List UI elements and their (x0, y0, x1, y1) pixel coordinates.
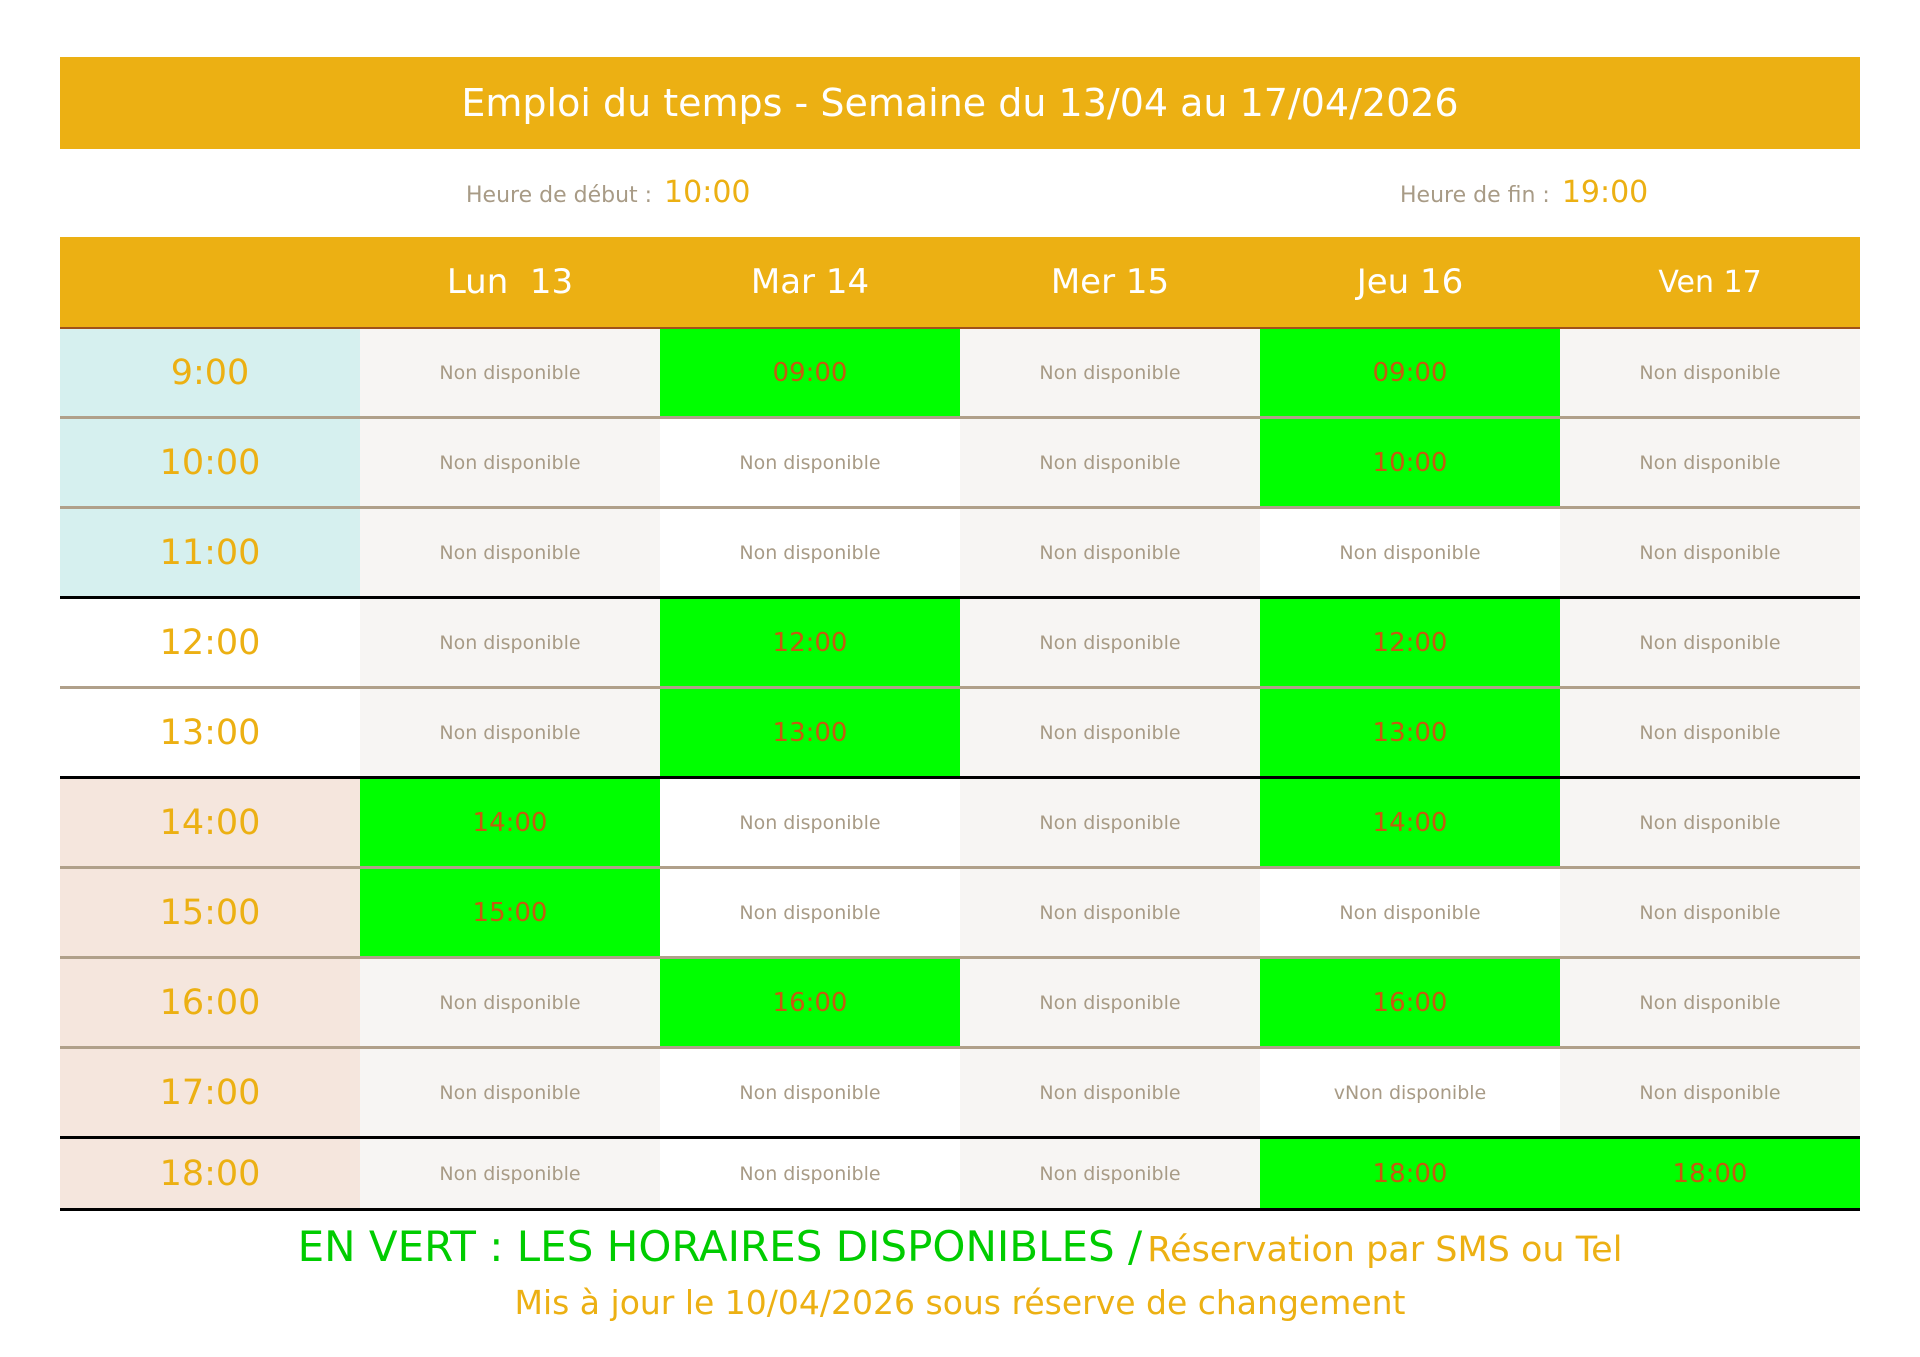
time-slot-label: 16:00 (60, 959, 360, 1046)
time-slot-label: 9:00 (60, 329, 360, 416)
available-slot[interactable]: 18:00 (1260, 1139, 1560, 1208)
available-slot[interactable]: 13:00 (660, 689, 960, 776)
unavailable-slot: Non disponible (1560, 689, 1860, 776)
day-header-fri: Ven 17 (1658, 264, 1762, 300)
available-slot[interactable]: 09:00 (1260, 329, 1560, 416)
unavailable-slot: Non disponible (660, 869, 960, 956)
available-slot[interactable]: 15:00 (360, 869, 660, 956)
unavailable-slot: Non disponible (360, 1049, 660, 1136)
unavailable-slot: Non disponible (660, 1049, 960, 1136)
unavailable-slot: Non disponible (1560, 959, 1860, 1046)
unavailable-slot: Non disponible (660, 779, 960, 866)
unavailable-slot: Non disponible (360, 599, 660, 686)
unavailable-slot: Non disponible (960, 1049, 1260, 1136)
unavailable-slot: Non disponible (1560, 599, 1860, 686)
table-row (60, 959, 1860, 1049)
available-slot[interactable]: 13:00 (1260, 689, 1560, 776)
time-column-header (60, 237, 360, 327)
time-slot-label: 12:00 (60, 599, 360, 686)
table-row (60, 779, 1860, 869)
schedule-grid (60, 329, 1860, 1211)
time-slot-label: 10:00 (60, 419, 360, 506)
unavailable-slot: Non disponible (660, 1139, 960, 1208)
unavailable-slot: Non disponible (960, 1139, 1260, 1208)
table-row (60, 329, 1860, 419)
table-row (60, 599, 1860, 689)
unavailable-slot: Non disponible (360, 509, 660, 596)
table-row (60, 419, 1860, 509)
start-hour (466, 175, 751, 215)
reservation-text: Réservation par SMS ou Tel (1147, 1230, 1623, 1270)
page-title: Emploi du temps - Semaine du 13/04 au 17/04/2026 (60, 57, 1860, 149)
legend-text: EN VERT : LES HORAIRES DISPONIBLES / (297, 1222, 1143, 1271)
table-row (60, 689, 1860, 779)
unavailable-slot: Non disponible (1260, 869, 1560, 956)
table-row (60, 509, 1860, 599)
unavailable-slot: Non disponible (960, 329, 1260, 416)
unavailable-slot: Non disponible (960, 419, 1260, 506)
unavailable-slot: Non disponible (360, 329, 660, 416)
unavailable-slot: Non disponible (960, 779, 1260, 866)
time-slot-label: 11:00 (60, 509, 360, 596)
time-slot-label: 17:00 (60, 1049, 360, 1136)
end-hour (1400, 175, 1648, 215)
unavailable-slot: vNon disponible (1260, 1049, 1560, 1136)
unavailable-slot: Non disponible (1560, 869, 1860, 956)
day-header-mon: Lun 13 (446, 262, 574, 302)
day-header-wed: Mer 15 (1050, 262, 1170, 302)
available-slot[interactable]: 14:00 (1260, 779, 1560, 866)
time-slot-label: 18:00 (60, 1139, 360, 1208)
unavailable-slot: Non disponible (960, 509, 1260, 596)
unavailable-slot: Non disponible (960, 689, 1260, 776)
end-hour-label: Heure de fin : (1400, 183, 1550, 208)
available-slot[interactable]: 16:00 (660, 959, 960, 1046)
unavailable-slot: Non disponible (360, 959, 660, 1046)
available-slot[interactable]: 14:00 (360, 779, 660, 866)
available-slot[interactable]: 12:00 (660, 599, 960, 686)
available-slot[interactable]: 10:00 (1260, 419, 1560, 506)
table-row (60, 1139, 1860, 1211)
table-row (60, 869, 1860, 959)
time-slot-label: 13:00 (60, 689, 360, 776)
legend-line (0, 1222, 1920, 1271)
end-hour-value: 19:00 (1561, 175, 1649, 210)
unavailable-slot: Non disponible (1560, 419, 1860, 506)
start-hour-value: 10:00 (664, 175, 751, 210)
available-slot[interactable]: 12:00 (1260, 599, 1560, 686)
table-row (60, 1049, 1860, 1139)
available-slot[interactable]: 16:00 (1260, 959, 1560, 1046)
unavailable-slot: Non disponible (960, 869, 1260, 956)
available-slot[interactable]: 09:00 (660, 329, 960, 416)
unavailable-slot: Non disponible (660, 419, 960, 506)
unavailable-slot: Non disponible (360, 689, 660, 776)
unavailable-slot: Non disponible (960, 959, 1260, 1046)
unavailable-slot: Non disponible (1560, 1049, 1860, 1136)
unavailable-slot: Non disponible (1260, 509, 1560, 596)
available-slot[interactable]: 18:00 (1560, 1139, 1860, 1208)
start-hour-label: Heure de début : (466, 183, 653, 208)
unavailable-slot: Non disponible (360, 419, 660, 506)
day-header-tue: Mar 14 (750, 262, 870, 302)
update-note: Mis à jour le 10/04/2026 sous réserve de changement (514, 1283, 1406, 1322)
unavailable-slot: Non disponible (960, 599, 1260, 686)
unavailable-slot: Non disponible (660, 509, 960, 596)
time-slot-label: 15:00 (60, 869, 360, 956)
day-header-thu: Jeu 16 (1356, 262, 1464, 302)
unavailable-slot: Non disponible (1560, 329, 1860, 416)
time-slot-label: 14:00 (60, 779, 360, 866)
unavailable-slot: Non disponible (360, 1139, 660, 1208)
days-header (60, 237, 1860, 329)
unavailable-slot: Non disponible (1560, 779, 1860, 866)
unavailable-slot: Non disponible (1560, 509, 1860, 596)
